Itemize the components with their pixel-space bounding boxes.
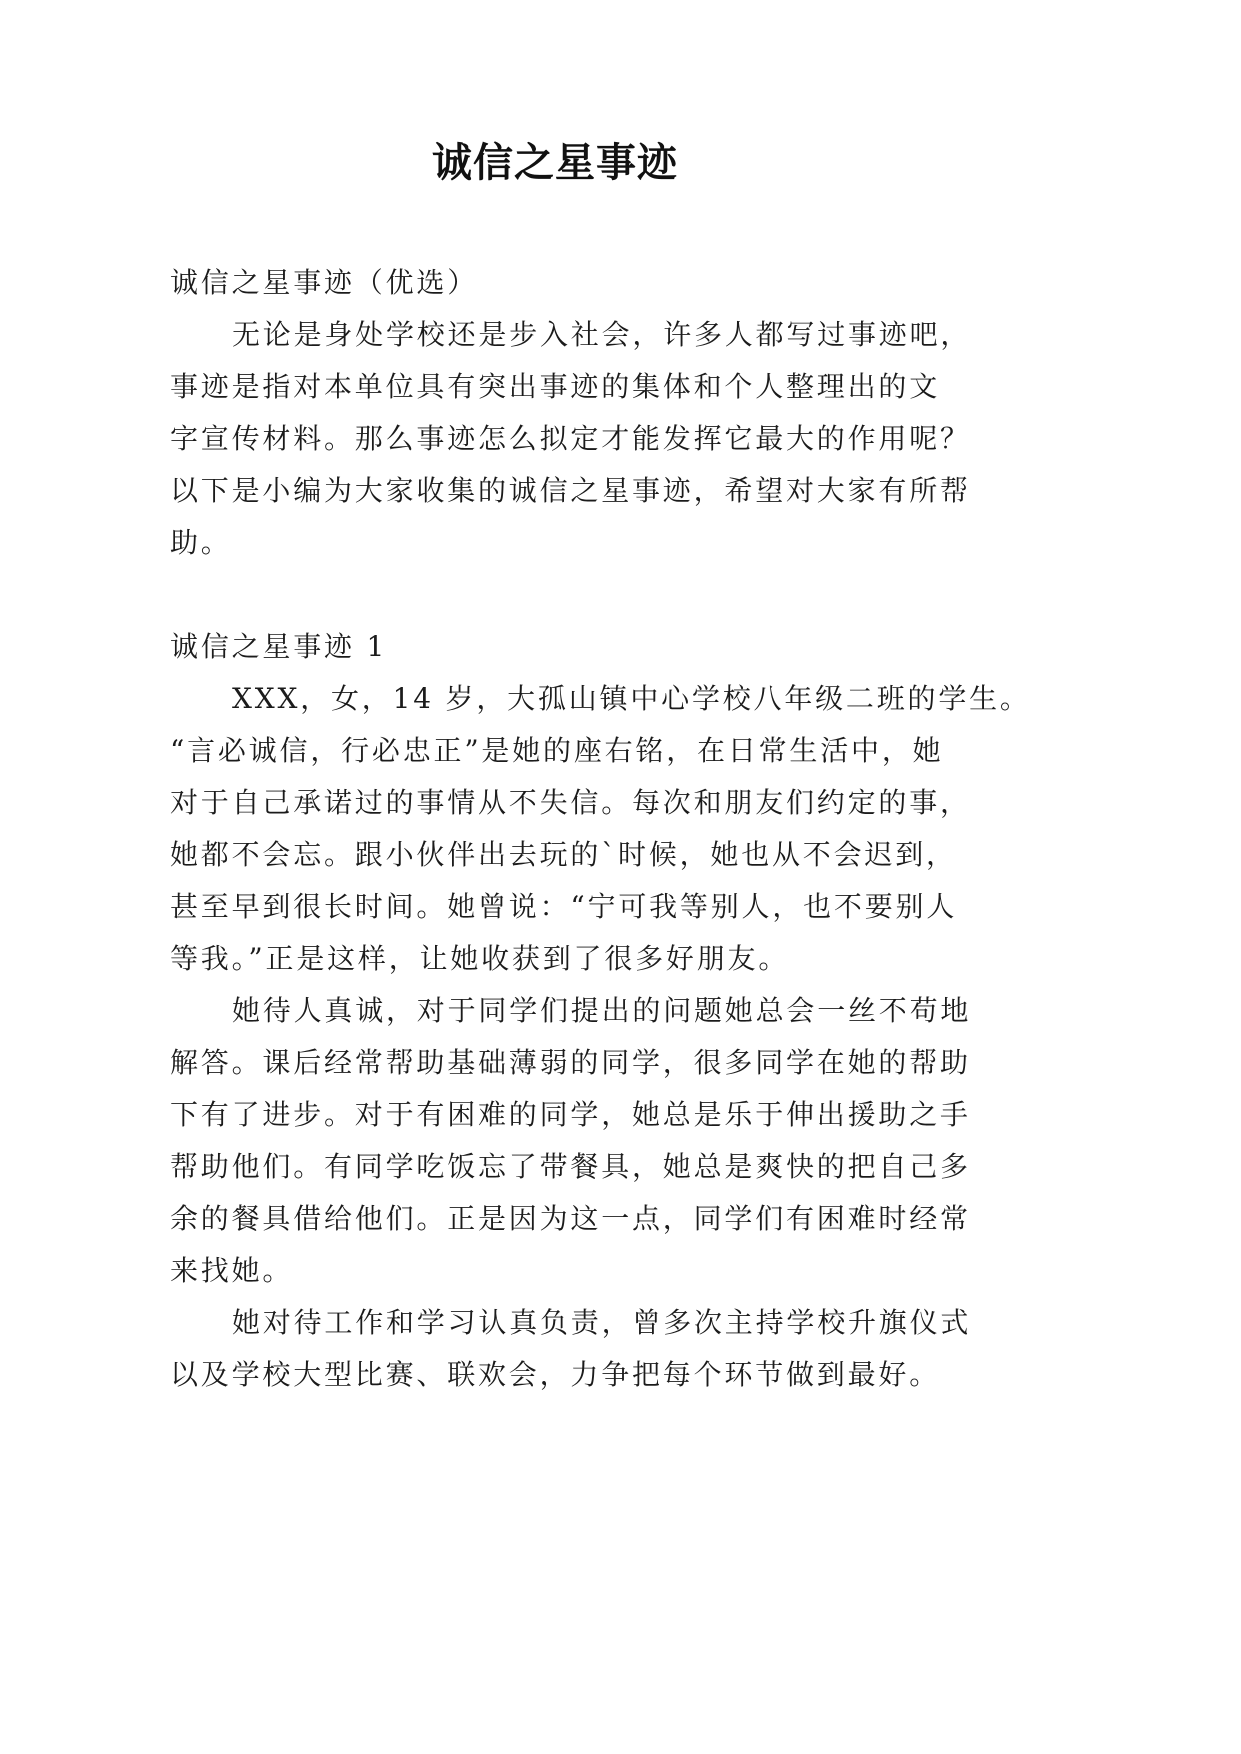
paragraph-line: 她待人真诚，对于同学们提出的问题她总会一丝不苟地 <box>232 994 972 1027</box>
intro-line: 字宣传材料。那么事迹怎么拟定才能发挥它最大的作用呢？ <box>170 422 971 455</box>
paragraph-line: XXX，女，14 岁，大孤山镇中心学校八年级二班的学生。 <box>232 682 1031 715</box>
intro-line: 事迹是指对本单位具有突出事迹的集体和个人整理出的文 <box>170 370 941 403</box>
blank-line <box>170 569 1070 621</box>
paragraph-line: 甚至早到很长时间。她曾说：“宁可我等别人，也不要别人 <box>170 890 958 923</box>
document-subtitle: 诚信之星事迹（优选） <box>170 266 479 299</box>
paragraph-line: 等我。”正是这样，让她收获到了很多好朋友。 <box>170 942 790 975</box>
section-paragraph <box>170 1297 1070 1401</box>
document-title: 诚信之星事迹 <box>432 139 678 186</box>
paragraph-line: 以及学校大型比赛、联欢会，力争把每个环节做到最好。 <box>170 1358 941 1391</box>
section-paragraph <box>170 985 1070 1297</box>
paragraph-line: 来找她。 <box>170 1254 294 1287</box>
paragraph-line: 解答。课后经常帮助基础薄弱的同学，很多同学在她的帮助 <box>170 1046 971 1079</box>
intro-line: 无论是身处学校还是步入社会，许多人都写过事迹吧， <box>232 318 972 351</box>
paragraph-line: 下有了进步。对于有困难的同学，她总是乐于伸出援助之手 <box>170 1098 971 1131</box>
intro-paragraph <box>170 309 1070 569</box>
paragraph-line: 对于自己承诺过的事情从不失信。每次和朋友们约定的事， <box>170 786 971 819</box>
paragraph-line: 她对待工作和学习认真负责，曾多次主持学校升旗仪式 <box>232 1306 972 1339</box>
section-paragraph <box>170 673 1070 985</box>
paragraph-line: “言必诚信，行必忠正”是她的座右铭，在日常生活中，她 <box>170 734 944 767</box>
section-heading: 诚信之星事迹 1 <box>170 630 388 663</box>
paragraph-line: 她都不会忘。跟小伙伴出去玩的`时候，她也从不会迟到， <box>170 838 957 871</box>
intro-line: 助。 <box>170 526 232 559</box>
paragraph-line: 余的餐具借给他们。正是因为这一点，同学们有困难时经常 <box>170 1202 971 1235</box>
paragraph-line: 帮助他们。有同学吃饭忘了带餐具，她总是爽快的把自己多 <box>170 1150 971 1183</box>
document-body <box>170 257 1070 1401</box>
intro-line: 以下是小编为大家收集的诚信之星事迹，希望对大家有所帮 <box>170 474 971 507</box>
